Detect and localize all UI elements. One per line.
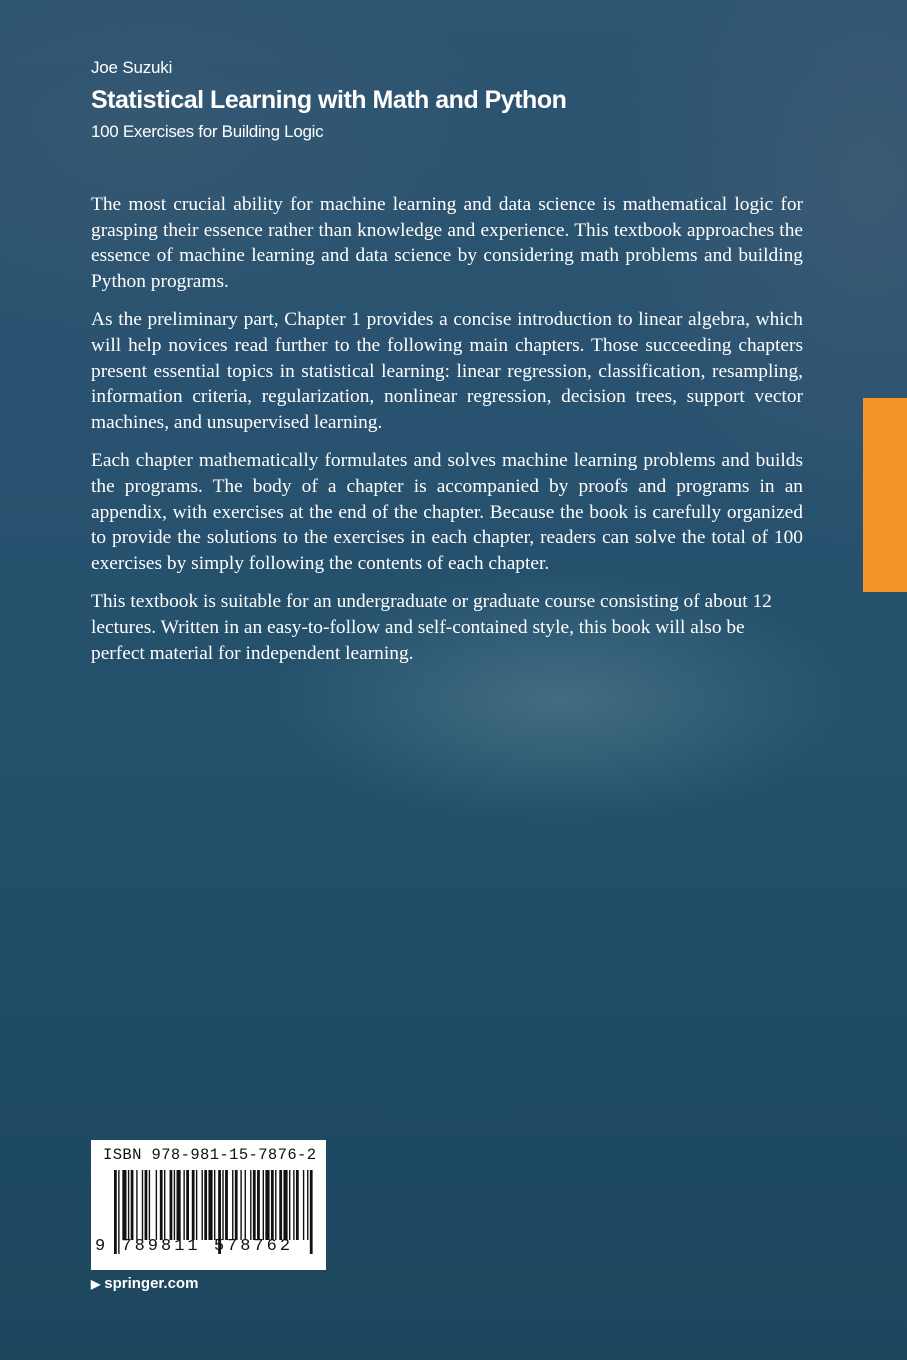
blurb-paragraph-4: This textbook is suitable for an undergraduate or graduate course consisting of about 12 lectures. Written in an easy-to-follow and self-contained style, this book will also be perfect material for independent learning. [91,591,772,664]
barcode-bar [240,1170,241,1240]
barcode-bar [204,1170,207,1240]
barcode-bar [186,1170,189,1240]
barcode-bar [232,1170,233,1240]
barcode-bar [253,1170,256,1240]
orange-edge-tab [863,398,907,592]
barcode-bar [202,1170,203,1240]
barcode-bar [174,1170,175,1240]
barcode-bar [271,1170,274,1240]
publisher-link[interactable] [91,1275,198,1292]
barcode-digits: 9 789811 578762 [95,1237,294,1256]
barcode-bar [296,1170,299,1240]
barcode-bar [149,1170,150,1240]
barcode-bar [156,1170,157,1240]
barcode-bar [265,1170,269,1240]
blurb-paragraph-3: Each chapter mathematically formulates and solves machine learning problems and builds the programs. The body of a chapter is accompanied by proofs and programs in an appendix, with exercises at the end of the chapter. Because the book is carefully organized to provide the solutions to the exercises in each chapter, readers can solve the total of 100 exercises by simply following the contents of each chapter. [91,450,803,574]
book-title: Statistical Learning with Math and Python [91,86,567,114]
barcode-bar [136,1170,137,1240]
barcode-bar [283,1170,287,1240]
barcode-bar [128,1170,129,1240]
isbn-label: ISBN 978-981-15-7876-2 [103,1146,317,1164]
barcode-bar [307,1170,308,1240]
isbn-barcode [91,1140,326,1270]
blurb-text [91,192,803,679]
barcode-bar [250,1170,251,1240]
book-subtitle: 100 Exercises for Building Logic [91,122,324,141]
barcode-bar [263,1170,264,1240]
barcode-bar [303,1170,304,1240]
barcode-bar [164,1170,165,1240]
barcode-bar [192,1170,195,1240]
barcode-bar [145,1170,148,1240]
barcode-bar [257,1170,260,1240]
barcode-bar [183,1170,184,1240]
author-name: Joe Suzuki [91,58,173,77]
barcode-bar [214,1170,215,1240]
blurb-paragraph-1: The most crucial ability for machine learning and data science is mathematical logic for grasping their essence rather than knowledge and experience. This textbook approaches the essence of machine learning and data science by considering math problems and building Python programs. [91,194,803,292]
barcode-bar [275,1170,276,1240]
barcode-bar [279,1170,282,1240]
barcode-bar [170,1170,173,1240]
barcode-bar [160,1170,163,1240]
barcode-bar [142,1170,143,1240]
barcode-bar [289,1170,290,1240]
barcode-bar [222,1170,223,1240]
barcode-bar [235,1170,238,1240]
publisher-url: springer.com [104,1275,199,1292]
barcode-bar [225,1170,228,1240]
blurb-paragraph-2: As the preliminary part, Chapter 1 provides a concise introduction to linear algebra, which will help novices read further to the following main chapters. Those succeeding chapters present essential topics in statistical learning: linear regression, classification, resampling, information criteria, regularization, nonlinear regression, decision trees, support vector machines, and unsupervised learning. [91,309,803,433]
barcode-bar [245,1170,246,1240]
triangle-right-icon: ▶ [91,1277,101,1291]
barcode-bar [177,1170,181,1240]
barcode-bar [208,1170,212,1240]
barcode-bar [131,1170,134,1240]
barcode-bar [196,1170,197,1240]
barcode-bar [122,1170,126,1240]
barcode-bar [293,1170,294,1240]
